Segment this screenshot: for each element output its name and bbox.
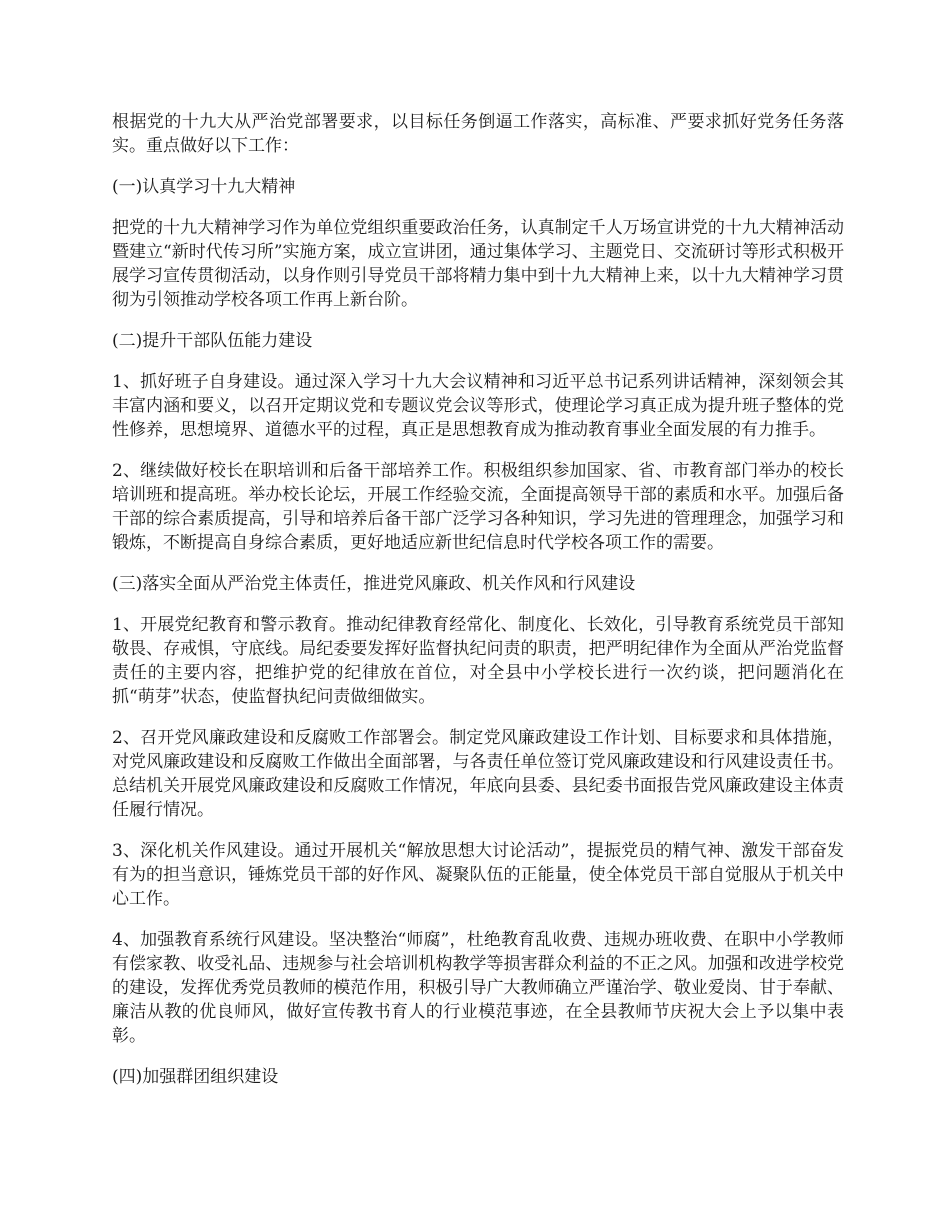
section-heading-4: (四)加强群团组织建设 (112, 1067, 279, 1087)
section-3-item-3: 3、深化机关作风建设。通过开展机关“解放思想大讨论活动”，提振党员的精气神、激发干部奋发有为的担当意识，锤炼党员干部的好作风、凝聚队伍的正能量，使全体党员干部自觉服从于机关中心工作。 (112, 841, 844, 909)
section-heading-2: (二)提升干部队伍能力建设 (112, 331, 313, 351)
section-1-paragraph: 把党的十九大精神学习作为单位党组织重要政治任务，认真制定千人万场宣讲党的十九大精神活动暨建立“新时代传习所”实施方案，成立宣讲团，通过集体学习、主题党日、交流研讨等形式积极开展学习宣传贯彻活动，以身作则引导党员干部将精力集中到十九大精神上来，以十九大精神学习贯彻为引领推动学校各项工作再上新台阶。 (112, 218, 844, 310)
intro-paragraph: 根据党的十九大从严治党部署要求，以目标任务倒逼工作落实，高标准、严要求抓好党务任务落实。重点做好以下工作： (112, 112, 844, 156)
section-heading-1: (一)认真学习十九大精神 (112, 177, 296, 197)
section-2-item-1: 1、抓好班子自身建设。通过深入学习十九大会议精神和习近平总书记系列讲话精神，深刻领会其丰富内涵和要义，以召开定期议党和专题议党会议等形式，使理论学习真正成为提升班子整体的党性修养，思想境界、道德水平的过程，真正是思想教育成为推动教育事业全面发展的有力推手。 (112, 372, 844, 440)
section-2-item-2: 2、继续做好校长在职培训和后备干部培养工作。积极组织参加国家、省、市教育部门举办的校长培训班和提高班。举办校长论坛，开展工作经验交流，全面提高领导干部的素质和水平。加强后备干部的综合素质提高，引导和培养后备干部广泛学习各种知识，学习先进的管理理念，加强学习和锻炼，不断提高自身综合素质，更好地适应新世纪信息时代学校各项工作的需要。 (112, 461, 844, 553)
section-3-item-1: 1、开展党纪教育和警示教育。推动纪律教育经常化、制度化、长效化，引导教育系统党员干部知敬畏、存戒惧，守底线。局纪委要发挥好监督执纪问责的职责，把严明纪律作为全面从严治党监督责任的主要内容，把维护党的纪律放在首位，对全县中小学校长进行一次约谈，把问题消化在抓“萌芽”状态，使监督执纪问责做细做实。 (112, 615, 844, 707)
section-3-item-2: 2、召开党风廉政建设和反腐败工作部署会。制定党风廉政建设工作计划、目标要求和具体措施，对党风廉政建设和反腐败工作做出全面部署，与各责任单位签订党风廉政建设和行风建设责任书。总结机关开展党风廉政建设和反腐败工作情况，年底向县委、县纪委书面报告党风廉政建设主体责任履行情况。 (112, 728, 844, 820)
section-heading-3: (三)落实全面从严治党主体责任，推进党风廉政、机关作风和行风建设 (112, 574, 636, 594)
document-body (112, 110, 844, 1106)
section-3-item-4: 4、加强教育系统行风建设。坚决整治“师腐”，杜绝教育乱收费、违规办班收费、在职中小学教师有偿家教、收受礼品、违规参与社会培训机构教学等损害群众利益的不正之风。加强和改进学校党的建设，发挥优秀党员教师的模范作用，积极引导广大教师确立严谨治学、敬业爱岗、甘于奉献、廉洁从教的优良师风，做好宣传教书育人的行业模范事迹，在全县教师节庆祝大会上予以集中表彰。 (112, 930, 844, 1046)
